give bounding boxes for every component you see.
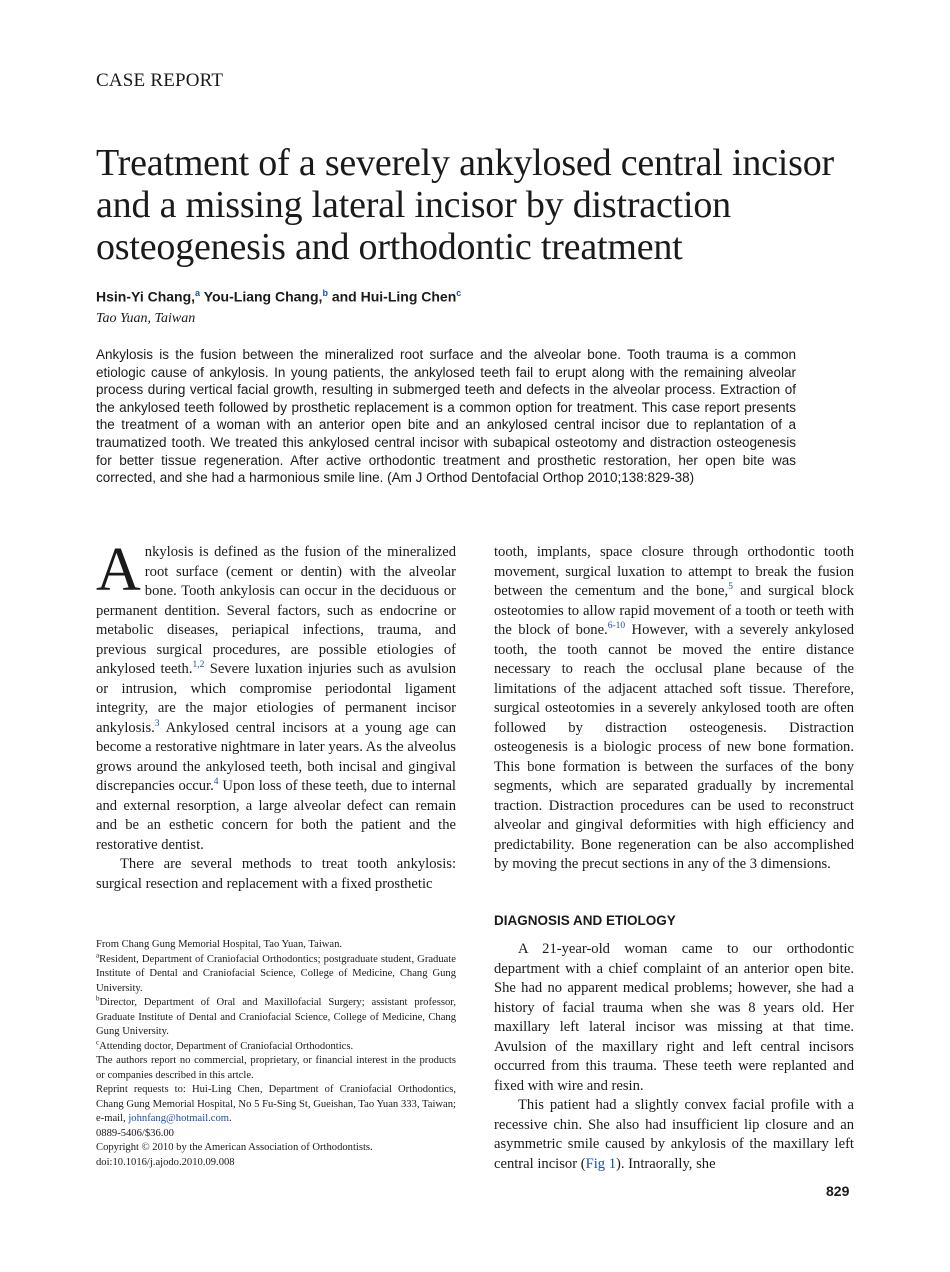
title-line: osteogenesis and orthodontic treatment (96, 226, 683, 268)
footnote-text: Attending doctor, Department of Craniofacial Orthodontics. (99, 1040, 354, 1052)
body-text: However, with a severely ankylosed tooth, the tooth cannot be moved the entire distance necessary to reach the occlusal plane because of the limitations of the adjacent attached soft tissue. Therefore, surgical osteotomies in a severely ankylosed tooth are often followed by distraction osteogenesis. Distraction osteogenesis is a biologic process of new bone formation. This bone formation is between the surfaces of the bony segments, which are separated gradually by incremental traction. Distraction procedures can be used to reconstruct alveolar and gingival deformities with high efficiency and predictability. Bone regeneration can be also accomplished by moving the precut sections in any of the 3 dimensions. (494, 622, 855, 872)
right-column-top (494, 543, 854, 875)
affiliation-marker[interactable]: c (456, 288, 462, 298)
section-heading: DIAGNOSIS AND ETIOLOGY (494, 913, 676, 928)
footnote (96, 950, 456, 997)
footnote-text: Reprint requests to: Hui-Ling Chen, Department of Craniofacial Orthodontics, Chang Gung Memorial Hospital, No 5 Fu-Sing St, Gueishan, Tao Yuan 333, Taiwan; e-mail, (96, 1084, 456, 1124)
body-paragraph (494, 543, 854, 875)
footnote (96, 996, 456, 1040)
footnote (96, 1083, 456, 1127)
footnote-marker: a (96, 950, 100, 959)
affiliation-marker[interactable]: a (195, 288, 201, 298)
intro-column (96, 536, 456, 894)
body-paragraph (494, 1096, 854, 1174)
footnote-marker: b (96, 994, 100, 1003)
body-text: nkylosis is defined as the fusion of the mineralized root surface (cement or dentin) with the alveolar bone. Tooth ankylosis can occur in the deciduous or permanent dentition. Several factors, such as endocrine or metabolic diseases, periapical infections, trauma, and previous surgical procedures, are possible etiologies of ankylosed teeth. (96, 544, 456, 677)
author-list (96, 288, 461, 305)
reference-link[interactable]: 6-10 (607, 621, 626, 632)
figure-link[interactable]: Fig 1 (585, 1155, 616, 1172)
drop-cap: A (96, 536, 141, 604)
author-name: and Hui-Ling Chen (327, 288, 457, 305)
author-location: Tao Yuan, Taiwan (96, 311, 196, 326)
author-name: You-Liang Chang, (200, 288, 323, 305)
intro-paragraph (96, 536, 456, 855)
footnote: From Chang Gung Memorial Hospital, Tao Yuan, Taiwan. (96, 939, 343, 950)
body-text: ). Intraorally, she (616, 1155, 716, 1172)
section-label: CASE REPORT (96, 70, 224, 91)
body-text: tooth, implants, space closure through orthodontic tooth movement, surgical luxation to attempt to break the fusion between the cementum and the bone, (494, 544, 854, 599)
footnote-text: . (229, 1113, 232, 1124)
footnotes (96, 938, 456, 1170)
intro-paragraph: There are several methods to treat tooth ankylosis: surgical resection and replacement with a fixed prosthetic (96, 856, 456, 892)
issn: 0889-5406/$36.00 (96, 1127, 174, 1139)
title-line: Treatment of a severely ankylosed central incisor (96, 142, 834, 184)
article-title (96, 142, 896, 268)
body-text: Ankylosed central incisors at a young age can become a restorative nightmare in later years. As the alveolus grows around the ankylosed teeth, both incisal and gingival discrepancies occur. (96, 719, 456, 794)
right-column-bottom (494, 940, 854, 1174)
title-line: and a missing lateral incisor by distraction (96, 184, 731, 226)
page-number: 829 (826, 1183, 850, 1199)
reference-link[interactable]: 3 (154, 718, 160, 729)
affiliation-marker[interactable]: b (322, 288, 328, 298)
footnote: The authors report no commercial, proprietary, or financial interest in the products or companies described in this artcle. (96, 1055, 456, 1081)
author-name: Hsin-Yi Chang, (96, 288, 196, 305)
body-text: This patient had a slightly convex facial profile with a recessive chin. She also had insufficient lip closure and an asymmetric smile caused by ankylosis of the maxillary left central incisor ( (494, 1097, 854, 1172)
body-paragraph: A 21-year-old woman came to our orthodontic department with a chief complaint of an anterior open bite. She had no apparent medical problems; however, she had a history of facial trauma when she was 8 years old. Her maxillary left lateral incisor was missing at that time. Avulsion of the maxillary right and left central incisors occurred from this trauma. These teeth were replanted and fixed with wire and resin. (494, 941, 854, 1094)
email-link[interactable]: johnfang@hotmail.com (128, 1113, 230, 1124)
body-text: and surgical block osteotomies to allow rapid movement of a tooth or teeth with the block of bone. (494, 583, 854, 638)
copyright: Copyright © 2010 by the American Association of Orthodontists. (96, 1142, 373, 1153)
footnote (96, 1037, 456, 1055)
body-text: Upon loss of these teeth, due to internal and external resorption, a large alveolar defect can remain and be an esthetic concern for both the patient and the restorative dentist. (96, 778, 456, 853)
footnote-text: Director, Department of Oral and Maxillofacial Surgery; assistant professor, Graduate Institute of Dental and Craniofacial Science, College of Medicine, Chang Gung University. (96, 997, 456, 1037)
abstract: Ankylosis is the fusion between the mineralized root surface and the alveolar bone. Tooth trauma is a common etiologic cause of ankylosis. In young patients, the ankylosed teeth fail to erupt along with the remaining alveolar process during vertical facial growth, resulting in submerged teeth and defects in the alveolar process. Extraction of the ankylosed teeth followed by prosthetic replacement is a common option for treatment. This case report presents the treatment of a woman with an anterior open bite and an ankylosed central incisor due to replantation of a traumatized tooth. We treated this ankylosed central incisor with subapical osteotomy and distraction osteogenesis for better tissue regeneration. After active orthodontic treatment and prosthetic restoration, her open bite was corrected, and she had a harmonious smile line. (Am J Orthod Dentofacial Orthop 2010;138:829-38) (96, 347, 796, 486)
footnote-text: Resident, Department of Craniofacial Orthodontics; postgraduate student, Graduate Institute of Dental and Craniofacial Science, College of Medicine, Chang Gung University. (96, 953, 456, 994)
reference-link[interactable]: 1,2 (192, 660, 205, 671)
reference-link[interactable]: 5 (728, 582, 733, 593)
body-text: Severe luxation injuries such as avulsion or intrusion, which compromise periodontal ligament integrity, are the major etiologies of permanent incisor ankylosis. (96, 661, 456, 736)
reference-link[interactable]: 4 (213, 777, 219, 788)
footnote-marker: c (96, 1037, 100, 1046)
doi: doi:10.1016/j.ajodo.2010.09.008 (96, 1156, 235, 1168)
